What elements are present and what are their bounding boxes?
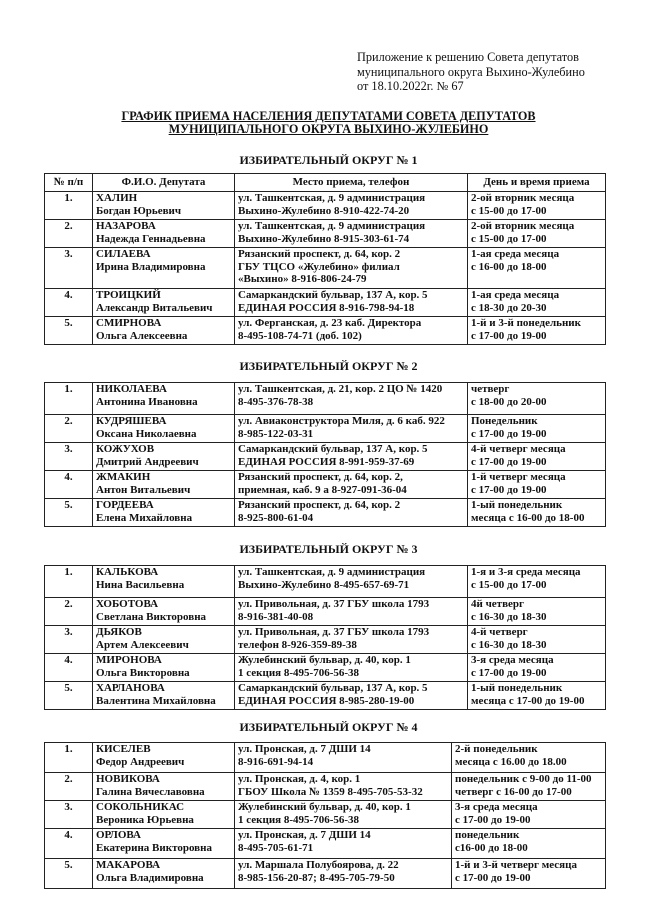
header-fio: Ф.И.О. Депутата [93,174,235,192]
time-cell [452,859,606,889]
time-line: с 17-00 до 19-00 [471,329,547,342]
table-row [45,654,606,682]
place-line: Самаркандский бульвар, 137 А, кор. 5 [238,289,428,301]
time-line: с 16-30 до 18-30 [471,638,547,651]
deputy-cell [93,829,235,859]
table-row [45,626,606,654]
row-num: 5. [45,317,93,345]
place-line: Выхино-Жулебино 8-910-422-74-20 [238,204,410,217]
row-num: 4. [45,654,93,682]
place-line: ул. Пронская, д. 7 ДШИ 14 [238,829,371,841]
time-cell [452,743,606,773]
deputy-name: Светлана Викторовна [96,610,207,623]
row-num: 5. [45,499,93,527]
deputy-name: Александр Витальевич [96,301,213,314]
deputy-cell [93,443,235,471]
table-row [45,499,606,527]
deputy-cell [93,773,235,801]
place-line: Жулебинский бульвар, д. 40, кор. 1 [238,801,411,813]
row-num: 1. [45,192,93,220]
table-row [45,471,606,499]
schedule-table-okrug-4 [44,742,606,889]
deputy-name: Дмитрий Андреевич [96,455,199,468]
row-num: 3. [45,443,93,471]
place-cell [235,801,452,829]
row-num: 1. [45,383,93,415]
place-cell [235,499,468,527]
deputy-surname: ОРЛОВА [96,829,141,841]
deputy-name: Ольга Алексеевна [96,329,188,342]
annex-line: от 18.10.2022г. № 67 [357,79,464,93]
table-row [45,220,606,248]
place-line: ул. Привольная, д. 37 ГБУ школа 1793 [238,598,430,610]
place-line: Выхино-Жулебино 8-915-303-61-74 [238,232,410,245]
place-line: ул. Привольная, д. 37 ГБУ школа 1793 [238,626,430,638]
time-line: с 18-30 до 20-30 [471,301,547,314]
deputy-surname: МАКАРОВА [96,859,161,871]
place-cell [235,682,468,710]
time-line: с 17-00 до 19-00 [471,455,547,468]
time-cell [468,415,606,443]
time-line: 1-ый понедельник [471,499,563,511]
place-line: 1 секция 8-495-706-56-38 [238,666,360,679]
deputy-cell [93,192,235,220]
deputy-cell [93,289,235,317]
row-num: 4. [45,471,93,499]
table-row [45,743,606,773]
deputy-name: Галина Вячеславовна [96,785,205,798]
place-line: ул. Ташкентская, д. 9 администрация [238,192,426,204]
place-cell [235,471,468,499]
time-line: Понедельник [471,415,538,427]
row-num: 3. [45,626,93,654]
time-line: четверг [471,383,510,395]
deputy-cell [93,471,235,499]
time-line: 1-й и 3-й понедельник [471,317,581,329]
annex-line: Приложение к решению Совета депутатов [357,50,579,64]
table-row [45,415,606,443]
deputy-surname: ХОБОТОВА [96,598,159,610]
place-cell [235,566,468,598]
deputy-cell [93,801,235,829]
annex-note [357,50,585,94]
table-row [45,443,606,471]
deputy-name: Надежда Геннадьевна [96,232,206,245]
deputy-cell [93,654,235,682]
table-row [45,598,606,626]
place-line: 8-916-691-94-14 [238,755,314,768]
row-num: 2. [45,773,93,801]
deputy-cell [93,220,235,248]
deputy-surname: ГОРДЕЕВА [96,499,154,511]
table-row [45,859,606,889]
deputy-cell [93,566,235,598]
header-place: Место приема, телефон [235,174,468,192]
time-line: с 17-00 до 19-00 [471,427,547,440]
time-line: понедельник с 9-00 до 11-00 [455,773,592,785]
time-line: 1-ый понедельник [471,682,563,694]
place-line: 8-985-156-20-87; 8-495-705-79-50 [238,871,395,884]
deputy-name: Артем Алексеевич [96,638,189,651]
time-line: с 17-00 до 19-00 [455,813,531,826]
deputy-surname: МИРОНОВА [96,654,162,666]
place-line: Жулебинский бульвар, д. 40, кор. 1 [238,654,411,666]
table-row [45,248,606,289]
table-row [45,317,606,345]
place-line: ул. Ферганская, д. 23 каб. Директора [238,317,422,329]
schedule-table-okrug-2 [44,382,606,527]
row-num: 4. [45,289,93,317]
time-line: с 17-00 до 19-00 [455,871,531,884]
time-cell [468,566,606,598]
place-cell [235,654,468,682]
time-line: 4-й четверг месяца [471,443,566,455]
place-line: 8-985-122-03-31 [238,427,314,440]
place-cell [235,743,452,773]
time-line: 2-ой вторник месяца [471,192,575,204]
row-num: 1. [45,743,93,773]
deputy-cell [93,598,235,626]
time-line: понедельник [455,829,520,841]
deputy-surname: КУДРЯШЕВА [96,415,167,427]
place-line: 8-925-800-61-04 [238,511,314,524]
time-line: 1-ая среда месяца [471,248,560,260]
time-line: 4-й четверг [471,626,528,638]
time-line: 3-я среда месяца [471,654,554,666]
time-cell [468,289,606,317]
deputy-cell [93,383,235,415]
deputy-name: Ольга Викторовна [96,666,190,679]
deputy-name: Ирина Владимировна [96,260,206,273]
deputy-name: Екатерина Викторовна [96,841,212,854]
time-line: с 15-00 до 17-00 [471,204,547,217]
deputy-surname: КИСЕЛЕВ [96,743,151,755]
header-time: День и время приема [468,174,606,192]
deputy-cell [93,626,235,654]
row-num: 5. [45,682,93,710]
table-row [45,682,606,710]
deputy-cell [93,499,235,527]
place-line: ЕДИНАЯ РОССИЯ 8-916-798-94-18 [238,301,415,314]
time-line: с 17-00 до 19-00 [471,483,547,496]
place-line: 8-916-381-40-08 [238,610,314,623]
time-cell [468,192,606,220]
deputy-name: Елена Михайловна [96,511,193,524]
time-line: с16-00 до 18-00 [455,841,528,854]
place-cell [235,415,468,443]
okrug-title: ИЗБИРАТЕЛЬНЫЙ ОКРУГ № 3 [239,542,418,556]
time-line: 1-я и 3-я среда месяца [471,566,581,578]
time-cell [468,654,606,682]
time-line: с 18-00 до 20-00 [471,395,547,408]
place-cell [235,248,468,289]
place-line: ул. Ташкентская, д. 9 администрация [238,220,426,232]
place-line: Рязанский проспект, д. 64, кор. 2 [238,499,401,511]
table-row [45,289,606,317]
deputy-name: Вероника Юрьевна [96,813,194,826]
time-cell [468,598,606,626]
deputy-cell [93,743,235,773]
row-num: 5. [45,859,93,889]
deputy-cell [93,682,235,710]
table-row [45,192,606,220]
time-line: с 15-00 до 17-00 [471,578,547,591]
place-cell [235,829,452,859]
deputy-surname: ХАЛИН [96,192,138,204]
table-row [45,566,606,598]
row-num: 3. [45,248,93,289]
place-line: ул. Ташкентская, д. 21, кор. 2 ЦО № 1420 [238,383,443,395]
place-line: 8-495-376-78-38 [238,395,314,408]
place-cell [235,317,468,345]
place-cell [235,598,468,626]
row-num: 2. [45,415,93,443]
time-line: 2-ой вторник месяца [471,220,575,232]
deputy-surname: КАЛЬКОВА [96,566,159,578]
time-cell [468,383,606,415]
time-cell [468,220,606,248]
time-line: 1-ая среда месяца [471,289,560,301]
deputy-name: Оксана Николаевна [96,427,197,440]
schedule-table-okrug-1 [44,173,606,345]
time-cell [468,682,606,710]
place-line: ул. Маршала Полубоярова, д. 22 [238,859,399,871]
time-line: 2-й понедельник [455,743,538,755]
place-line: ул. Пронская, д. 7 ДШИ 14 [238,743,371,755]
place-line: Выхино-Жулебино 8-495-657-69-71 [238,578,410,591]
deputy-name: Богдан Юрьевич [96,204,182,217]
deputy-surname: ХАРЛАНОВА [96,682,165,694]
deputy-surname: НИКОЛАЕВА [96,383,167,395]
row-num: 4. [45,829,93,859]
place-cell [235,773,452,801]
time-cell [468,499,606,527]
time-line: 1-й четверг месяца [471,471,566,483]
time-line: месяца с 17-00 до 19-00 [471,694,585,707]
table-row [45,383,606,415]
deputy-surname: НАЗАРОВА [96,220,156,232]
row-num: 2. [45,598,93,626]
row-num: 3. [45,801,93,829]
deputy-name: Федор Андреевич [96,755,185,768]
row-num: 2. [45,220,93,248]
time-cell [452,801,606,829]
deputy-cell [93,248,235,289]
place-line: ЕДИНАЯ РОССИЯ 8-991-959-37-69 [238,455,415,468]
place-line: ул. Ташкентская, д. 9 администрация [238,566,426,578]
deputy-surname: ДЬЯКОВ [96,626,142,638]
place-line: Самаркандский бульвар, 137 А, кор. 5 [238,443,428,455]
deputy-name: Валентина Михайловна [96,694,216,707]
place-line: 8-495-705-61-71 [238,841,314,854]
table-header-row [45,174,606,192]
title-line: МУНИЦИПАЛЬНОГО ОКРУГА ВЫХИНО-ЖУЛЕБИНО [168,122,489,136]
header-num: № п/п [45,174,93,192]
deputy-name: Ольга Владимировна [96,871,204,884]
title-line: ГРАФИК ПРИЕМА НАСЕЛЕНИЯ ДЕПУТАТАМИ СОВЕТА ДЕПУТАТОВ [121,109,536,123]
place-cell [235,626,468,654]
table-row [45,801,606,829]
okrug-title: ИЗБИРАТЕЛЬНЫЙ ОКРУГ № 2 [239,359,418,373]
table-row [45,829,606,859]
place-line: Рязанский проспект, д. 64, кор. 2, [238,471,403,483]
document-title [0,110,657,136]
place-line: «Выхино» 8-916-806-24-79 [238,273,367,285]
place-line: ул. Авиаконструктора Миля, д. 6 каб. 922 [238,415,445,427]
place-line: ГБОУ Школа № 1359 8-495-705-53-32 [238,785,423,798]
time-line: месяца с 16-00 до 18-00 [471,511,585,524]
place-line: 1 секция 8-495-706-56-38 [238,813,360,826]
deputy-surname: СИЛАЕВА [96,248,151,260]
deputy-cell [93,859,235,889]
place-cell [235,220,468,248]
place-cell [235,289,468,317]
time-line: с 15-00 до 17-00 [471,232,547,245]
time-line: с 16-30 до 18-30 [471,610,547,623]
place-line: телефон 8-926-359-89-38 [238,638,357,651]
time-cell [468,317,606,345]
deputy-surname: ТРОИЦКИЙ [96,289,161,301]
place-line: Рязанский проспект, д. 64, кор. 2 [238,248,401,260]
deputy-surname: ЖМАКИН [96,471,151,483]
time-line: 4й четверг [471,598,525,610]
deputy-cell [93,317,235,345]
place-line: ул. Пронская, д. 4, кор. 1 [238,773,361,785]
place-cell [235,859,452,889]
time-cell [452,773,606,801]
place-cell [235,443,468,471]
place-line: приемная, каб. 9 а 8-927-091-36-04 [238,483,407,496]
time-cell [468,471,606,499]
time-line: с 16-00 до 18-00 [471,260,547,273]
time-line: 1-й и 3-й четверг месяца [455,859,577,871]
time-line: с 17-00 до 19-00 [471,666,547,679]
time-line: четверг с 16-00 до 17-00 [455,785,572,798]
place-line: 8-495-108-74-71 (доб. 102) [238,329,362,342]
deputy-surname: СМИРНОВА [96,317,162,329]
place-line: ГБУ ТЦСО «Жулебино» филиал [238,260,400,273]
place-line: Самаркандский бульвар, 137 А, кор. 5 [238,682,428,694]
annex-line: муниципального округа Выхино-Жулебино [357,64,585,79]
place-line: ЕДИНАЯ РОССИЯ 8-985-280-19-00 [238,694,415,707]
deputy-name: Нина Васильевна [96,578,185,591]
time-line: 3-я среда месяца [455,801,538,813]
okrug-title: ИЗБИРАТЕЛЬНЫЙ ОКРУГ № 4 [239,720,418,734]
okrug-title: ИЗБИРАТЕЛЬНЫЙ ОКРУГ № 1 [239,153,418,167]
time-cell [468,248,606,289]
time-cell [452,829,606,859]
deputy-name: Антон Витальевич [96,483,191,496]
deputy-cell [93,415,235,443]
place-cell [235,383,468,415]
schedule-table-okrug-3 [44,565,606,710]
table-row [45,773,606,801]
deputy-surname: НОВИКОВА [96,773,160,785]
place-cell [235,192,468,220]
time-cell [468,626,606,654]
time-line: месяца с 16.00 до 18.00 [455,755,567,768]
time-cell [468,443,606,471]
deputy-surname: СОКОЛЬНИКАС [96,801,185,813]
deputy-surname: КОЖУХОВ [96,443,155,455]
deputy-name: Антонина Ивановна [96,395,198,408]
row-num: 1. [45,566,93,598]
